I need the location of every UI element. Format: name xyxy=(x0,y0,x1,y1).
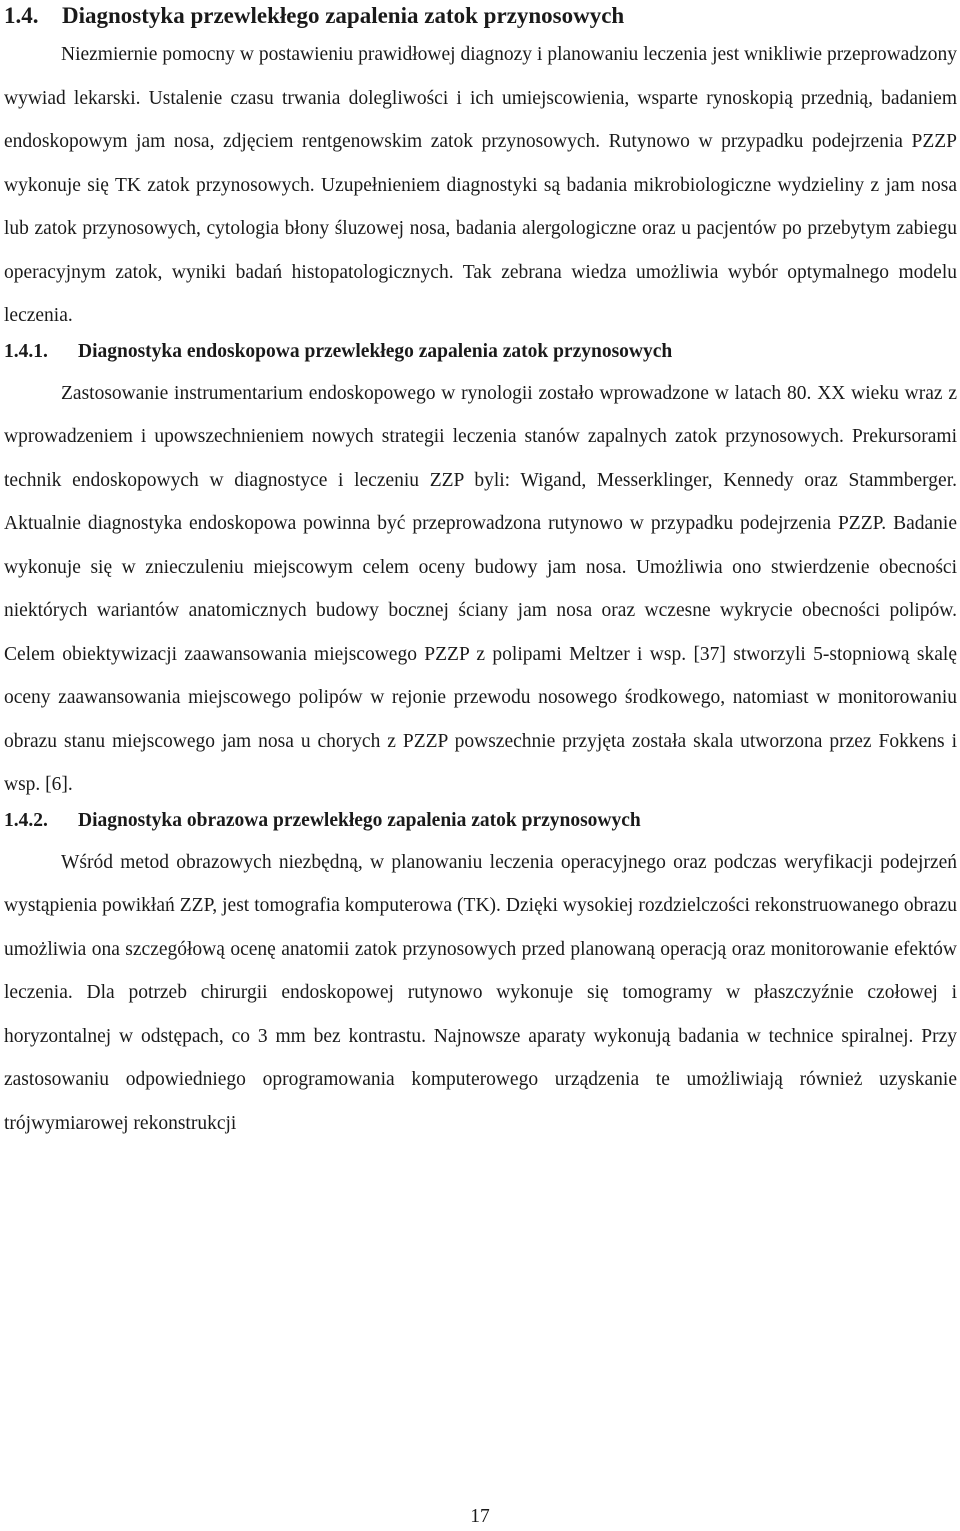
subsection-number: 1.4.1. xyxy=(4,340,48,362)
subsection-title: Diagnostyka obrazowa przewlekłego zapalenia zatok przynosowych xyxy=(78,809,641,831)
section-title: Diagnostyka przewlekłego zapalenia zatok przynosowych xyxy=(62,3,625,28)
section-heading xyxy=(4,0,957,31)
page-number: 17 xyxy=(470,1506,490,1527)
subsection-paragraph: Wśród metod obrazowych niezbędną, w planowaniu leczenia operacyjnego oraz podczas weryfikacji podejrzeń wystąpienia powikłań ZZP, jest tomografia komputerowa (TK). Dzięki wysokiej rozdzielczości rekonstruowanego obrazu umożliwia ona szczegółową ocenę anatomii zatok przynosowych przed planowaną operacją oraz monitorowanie efektów leczenia. Dla potrzeb chirurgii endoskopowej rutynowo wykonuje się tomogramy w płaszczyźnie czołowej i horyzontalnej w odstępach, co 3 mm bez kontrastu. Najnowsze aparaty wykonują badania w technice spiralnej. Przy zastosowaniu odpowiedniego oprogramowania komputerowego urządzenia te umożliwiają również uzyskanie trójwymiarowej rekonstrukcji xyxy=(4,851,957,1134)
section-paragraph: Niezmiernie pomocny w postawieniu prawidłowej diagnozy i planowaniu leczenia jest wnikliwie przeprowadzony wywiad lekarski. Ustalenie czasu trwania dolegliwości i ich umiejscowienia, wsparte rynoskopią przednią, badaniem endoskopowym jam nosa, zdjęciem rentgenowskim zatok przynosowych. Rutynowo w przypadku podejrzenia PZZP wykonuje się TK zatok przynosowych. Uzupełnieniem diagnostyki są badania mikrobiologiczne wydzieliny z jam nosa lub zatok przynosowych, cytologia błony śluzowej nosa, badania alergologiczne oraz u pacjentów po przebytym zabiegu operacyjnym zatok, wyniki badań histopatologicznych. Tak zebrana wiedza umożliwia wybór optymalnego modelu leczenia. xyxy=(4,44,957,326)
subsection-heading-1 xyxy=(4,338,957,366)
document-page xyxy=(4,0,957,1145)
subsection-title: Diagnostyka endoskopowa przewlekłego zapalenia zatok przynosowych xyxy=(78,340,673,362)
subsection-heading-2 xyxy=(4,807,957,835)
subsection-number: 1.4.2. xyxy=(4,809,48,831)
section-number: 1.4. xyxy=(4,3,39,28)
subsection-paragraph: Zastosowanie instrumentarium endoskopowego w rynologii zostało wprowadzone w latach 80. XX wieku wraz z wprowadzeniem i upowszechnieniem nowych strategii leczenia stanów zapalnych zatok przynosowych. Prekursorami technik endoskopowych w diagnostyce i leczeniu ZZP byli: Wigand, Messerklinger, Kennedy oraz Stammberger. Aktualnie diagnostyka endoskopowa powinna być przeprowadzona rutynowo w przypadku podejrzenia PZZP. Badanie wykonuje się w znieczuleniu miejscowym celem oceny budowy jam nosa. Umożliwia ono stwierdzenie obecności niektórych wariantów anatomicznych budowy bocznej ściany jam nosa oraz wczesne wykrycie obecności polipów. Celem obiektywizacji zaawansowania miejscowego PZZP z polipami Meltzer i wsp. [37] stworzyli 5-stopniową skalę oceny zaawansowania miejscowego polipów w rejonie przewodu nosowego środkowego, natomiast w monitorowaniu obrazu stanu miejscowego jam nosa u chorych z PZZP powszechnie przyjęta została skala utworzona przez Fokkens i wsp. [6]. xyxy=(4,382,957,795)
